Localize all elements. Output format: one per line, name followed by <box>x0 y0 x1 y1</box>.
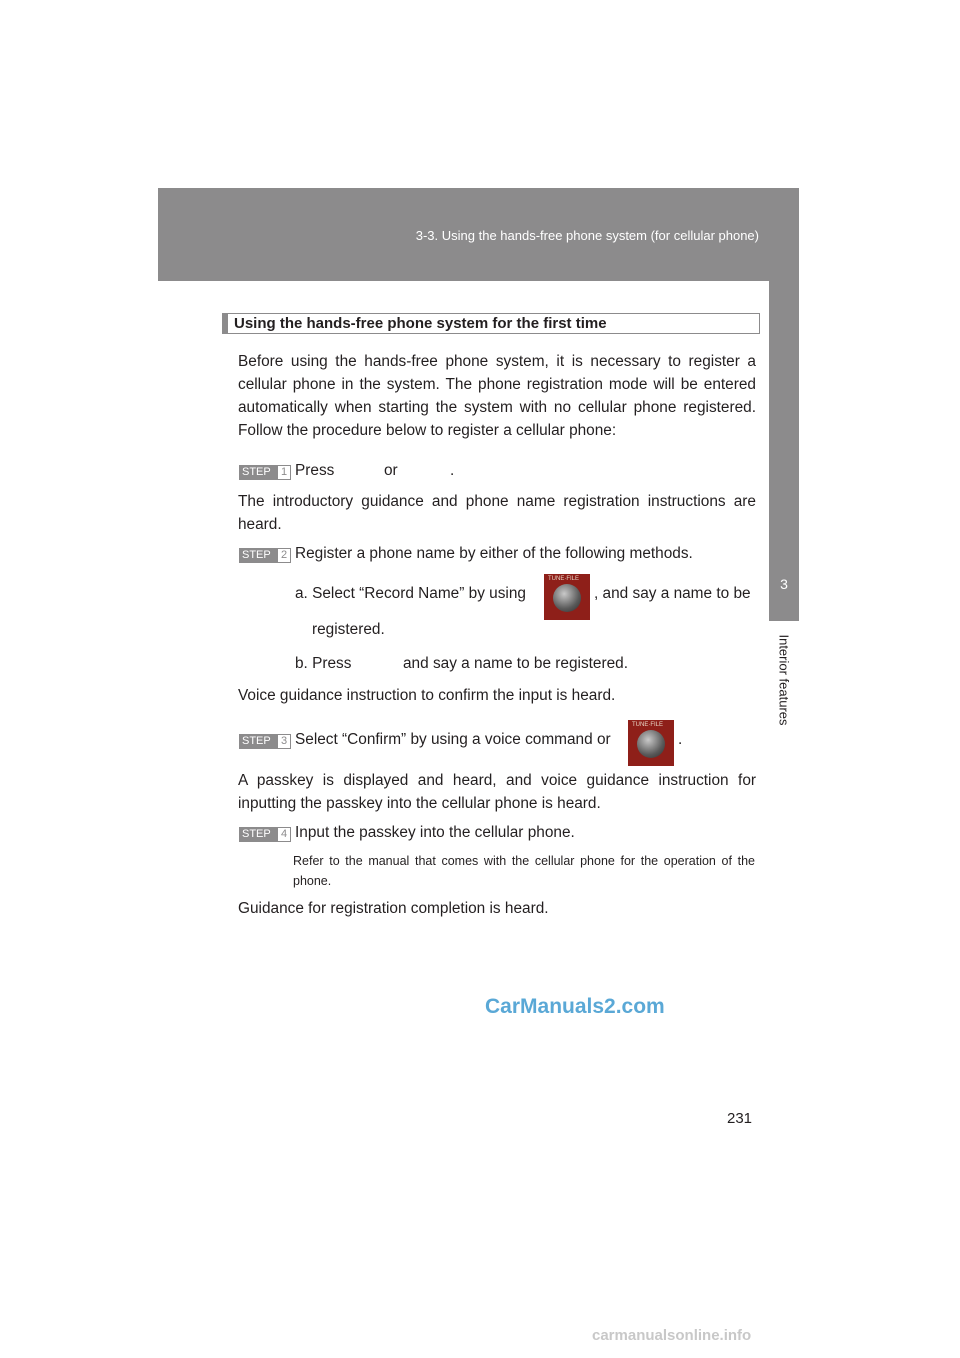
step-badge-4 <box>239 827 291 842</box>
tune-file-knob-icon <box>544 574 590 620</box>
knob-dial <box>637 730 665 758</box>
step-2-option-b-cont: and say a name to be registered. <box>403 655 629 672</box>
step-3-result: A passkey is displayed and heard, and voice guidance instruction for inputting the passkey into the cellular phone is heard. <box>238 772 756 812</box>
step-label: STEP <box>242 828 271 840</box>
tune-file-knob-icon <box>628 720 674 766</box>
page-number: 231 <box>727 1110 753 1127</box>
step-number: 1 <box>277 465 291 480</box>
step-label: STEP <box>242 735 271 747</box>
step-2-text: Register a phone name by either of the following methods. <box>295 545 693 562</box>
step-2-option-a-end: registered. <box>312 621 385 638</box>
chapter-tab <box>769 281 799 621</box>
section-header-title: 3-3. Using the hands-free phone system (for cellular phone) <box>415 228 759 243</box>
chapter-label: Interior features <box>776 634 792 726</box>
step-label: STEP <box>242 466 271 478</box>
step-2-option-a: a. Select “Record Name” by using <box>295 585 526 602</box>
intro-paragraph: Before using the hands-free phone system, it is necessary to register a cellular phone in the system. The phone registration mode will be entered automatically when starting the system with no cellular phone registered. Follow the procedure below to register a cellular phone: <box>238 353 756 439</box>
heading-bar <box>222 313 228 334</box>
header-band <box>158 188 799 281</box>
step-2-option-a-cont: , and say a name to be <box>594 585 751 602</box>
step-3-period: . <box>678 731 683 748</box>
step-badge-1 <box>239 465 291 480</box>
step-4-text: Input the passkey into the cellular phone. <box>295 824 575 841</box>
step-1-press: Press <box>295 462 335 479</box>
watermark-text: CarManuals2.com <box>485 995 665 1018</box>
section-heading-text: Using the hands-free phone system for the first time <box>234 315 607 332</box>
step-4-note: Refer to the manual that comes with the cellular phone for the operation of the phone. <box>293 854 755 888</box>
step-2-option-b: b. Press <box>295 655 352 672</box>
step-label: STEP <box>242 549 271 561</box>
step-number: 2 <box>277 548 291 563</box>
step-1-or: or <box>384 462 398 479</box>
step-3-text: Select “Confirm” by using a voice command or <box>295 731 611 748</box>
knob-label: TUNE·FILE <box>632 722 664 728</box>
knob-dial <box>553 584 581 612</box>
step-number: 3 <box>277 734 291 749</box>
knob-label: TUNE·FILE <box>548 576 580 582</box>
step-1-period: . <box>450 462 455 479</box>
step-badge-3 <box>239 734 291 749</box>
step-2-result: Voice guidance instruction to confirm the input is heard. <box>238 687 616 704</box>
step-number: 4 <box>277 827 291 842</box>
footer-stamp: carmanualsonline.info <box>592 1327 752 1344</box>
step-badge-2 <box>239 548 291 563</box>
chapter-number: 3 <box>780 576 788 592</box>
step-4-result: Guidance for registration completion is heard. <box>238 900 549 917</box>
step-1-result: The introductory guidance and phone name registration instructions are heard. <box>238 493 756 533</box>
section-heading <box>222 313 760 334</box>
